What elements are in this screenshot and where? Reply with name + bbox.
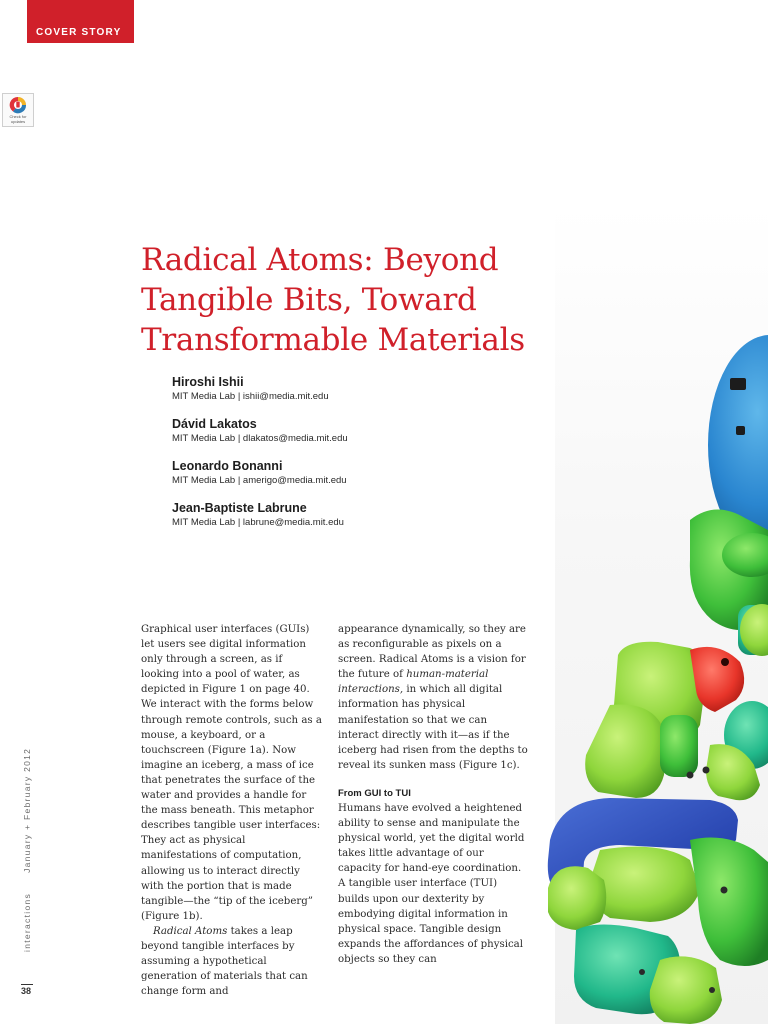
author-affiliation: MIT Media Lab | dlakatos@media.mit.edu (172, 433, 348, 444)
author-name: Jean-Baptiste Labrune (172, 501, 307, 515)
author-affiliation: MIT Media Lab | labrune@media.mit.edu (172, 517, 344, 528)
paragraph-text: takes a leap beyond tangible interfaces by assuming a hypothetical generation of materials that can change form and (141, 925, 308, 998)
section-tag: COVER STORY (27, 0, 134, 43)
author-name: Leonardo Bonanni (172, 459, 283, 473)
body-paragraph: Humans have evolved a heightened ability to sense and manipulate the physical world, yet the digital world takes little advantage of our capacity for hand-eye coordination. A tangible user interface (TUI) builds upon our dexterity by embodying digital information in physical space. Tangible design expands the affordances of physical objects so they can (338, 802, 525, 965)
body-paragraph (141, 924, 323, 999)
emphasis-text: Radical Atoms (153, 925, 228, 937)
title-line-1: Radical Atoms: Beyond (141, 242, 499, 278)
author-list (172, 374, 472, 542)
author-entry (172, 458, 472, 500)
author-affiliation: MIT Media Lab | ishii@media.mit.edu (172, 391, 329, 402)
badge-label-line2: updates (10, 119, 26, 125)
crossmark-icon (9, 96, 27, 114)
paragraph-text: in which all digital information has physical manifestation so that we can interact directly with it—as if the iceberg had risen from the depths to reveal its sunken mass (Figure 1c). (338, 684, 528, 771)
author-name: Hiroshi Ishii (172, 375, 244, 389)
running-footer-vertical (22, 748, 32, 952)
page-number-rule (21, 984, 33, 985)
body-paragraph: Graphical user interfaces (GUIs) let users see digital information only through a screen, as if looking into a pool of water, as depicted in Figure 1 on page 40. We interact with the forms below through remote controls, such as a mouse, a keyboard, or a touchscreen (Figure 1a). Now imagine an iceberg, a mass of ice that penetrates the surface of the water and provides a handle for the mass beneath. This metaphor describes tangible user interfaces: They act as physical manifestations of computation, allowing us to interact directly with the portion that is made tangible—the “tip of the iceberg” (Figure 1b). (141, 624, 322, 922)
author-entry (172, 416, 472, 458)
body-paragraph (338, 622, 528, 773)
emphasis-text: human-material interactions, (338, 669, 489, 696)
section-subhead: From GUI to TUI (338, 787, 411, 799)
check-for-updates-badge[interactable] (2, 93, 34, 127)
magazine-name: interactions (22, 892, 32, 952)
modular-robot-photo (540, 200, 768, 1024)
body-column-1 (141, 622, 323, 999)
page-number: 38 (21, 986, 32, 996)
article-title (141, 240, 581, 360)
author-entry (172, 374, 472, 416)
badge-label-line1: Check for (9, 114, 27, 119)
title-line-2: Tangible Bits, Toward (141, 282, 477, 318)
author-name: Dávid Lakatos (172, 417, 257, 431)
body-column-2 (338, 622, 528, 967)
paragraph-text: appearance dynamically, so they are as reconfigurable as pixels on a screen. Radical Atoms is a vision for the future of (338, 624, 526, 681)
author-entry (172, 500, 472, 542)
title-line-3: Transformable Materials (141, 322, 525, 358)
issue-date: January + February 2012 (22, 747, 32, 873)
author-affiliation: MIT Media Lab | amerigo@media.mit.edu (172, 475, 347, 486)
